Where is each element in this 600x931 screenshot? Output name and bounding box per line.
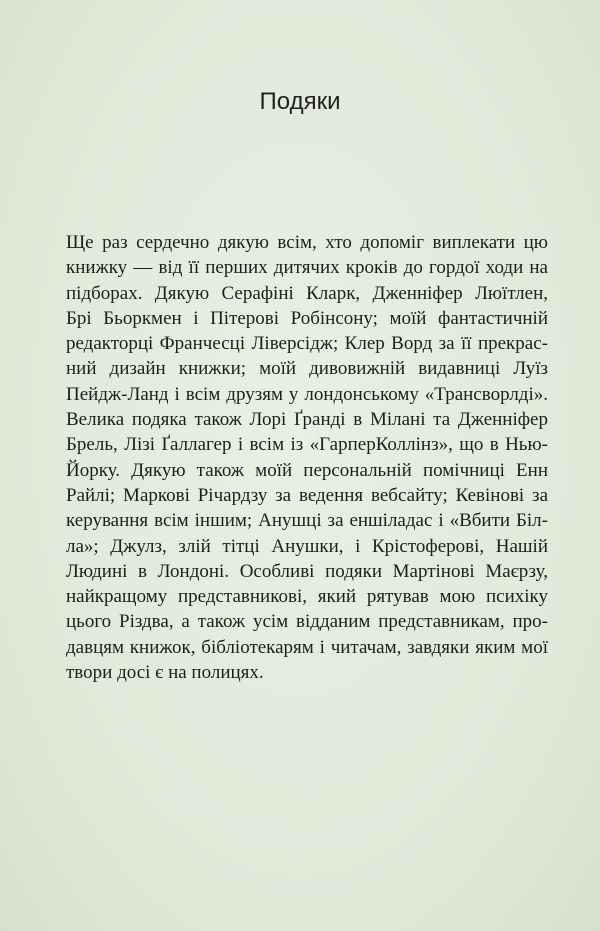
text-line: Йорку. Дякую також моїй персональній помічниці Енн bbox=[66, 459, 548, 481]
text-line: Брель, Лізі Ґаллагер і всім із «ГарперКоллінз», що в Нью- bbox=[66, 434, 548, 456]
text-line: редакторці Франчесці Ліверсідж; Клер Ворд за її прекрас- bbox=[66, 333, 548, 355]
text-line: Велика подяка також Лорі Ґранді в Мілані та Дженніфер bbox=[66, 409, 548, 431]
acknowledgements-paragraph bbox=[66, 230, 548, 685]
text-line: Людині в Лондоні. Особливі подяки Мартінові Маєрзу, bbox=[66, 560, 548, 582]
text-line: цього Різдва, а також усім відданим представникам, про- bbox=[66, 611, 548, 633]
text-line: давцям книжок, бібліотекарям і читачам, завдяки яким мої bbox=[66, 636, 548, 658]
text-line: книжку — від її перших дитячих кроків до гордої ходи на bbox=[66, 257, 548, 279]
text-line: Ще раз сердечно дякую всім, хто допоміг виплекати цю bbox=[66, 232, 548, 253]
text-line: ний дизайн книжки; моїй дивовижній видавниці Луїз bbox=[66, 358, 548, 380]
text-line: твори досі є на полицях. bbox=[66, 662, 264, 684]
text-line: найкращому представникові, який рятував мою психіку bbox=[66, 586, 548, 608]
text-line: підборах. Дякую Серафіні Кларк, Дженніфер Люїтлен, bbox=[66, 282, 548, 304]
page-title: Подяки bbox=[259, 88, 341, 115]
text-line: Райлі; Маркові Річардзу за ведення вебсайту; Кевінові за bbox=[66, 484, 548, 506]
text-line: Пейдж-Ланд і всім друзям у лондонському «Трансворлді». bbox=[66, 383, 548, 405]
text-line: ла»; Джулз, злій тітці Анушки, і Крістоферові, Нашій bbox=[66, 535, 548, 557]
text-line: Брі Бьоркмен і Пітерові Робінсону; моїй фантастичній bbox=[66, 307, 548, 329]
text-line: керування всім іншим; Анушці за еншіладас і «Вбити Біл- bbox=[66, 510, 548, 532]
